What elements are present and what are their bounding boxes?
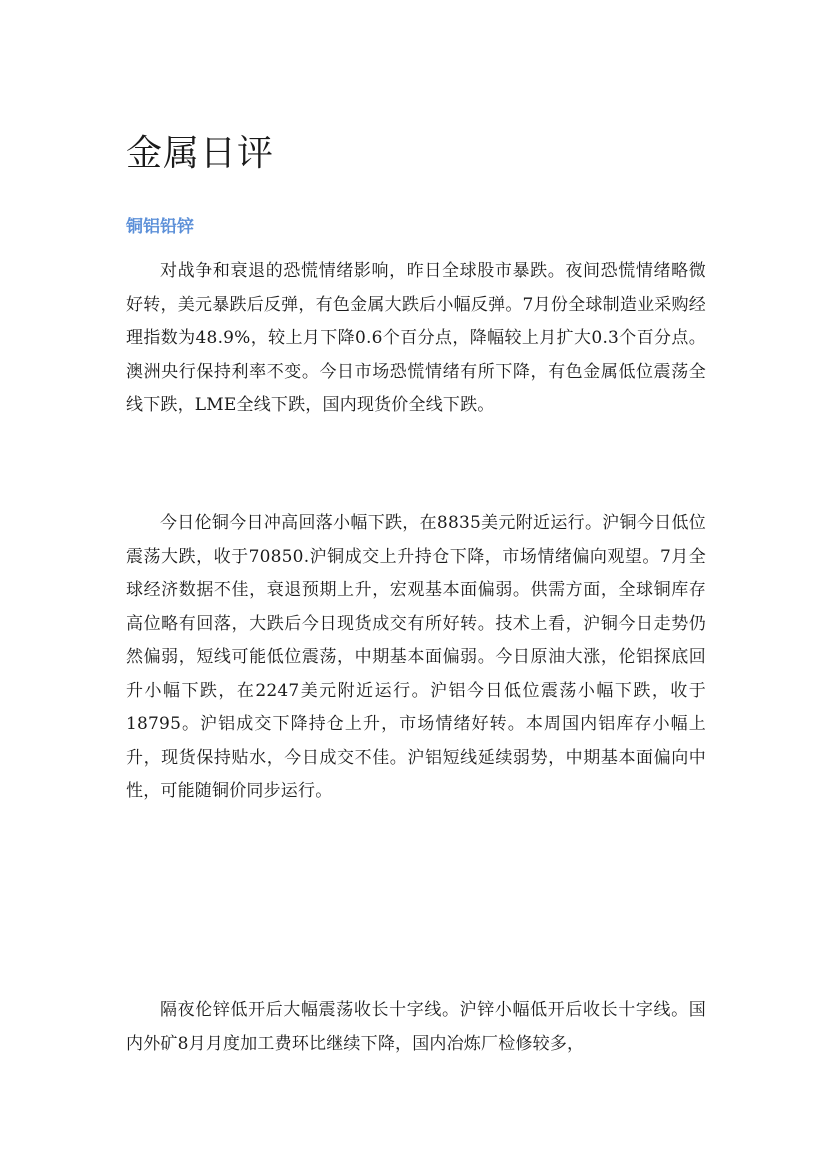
paragraph-market-overview: 对战争和衰退的恐慌情绪影响，昨日全球股市暴跌。夜间恐慌情绪略微好转，美元暴跌后反弹，有色金属大跌后小幅反弹。7月份全球制造业采购经理指数为48.9%，较上月下降0.6个百分点，降幅较上月扩大0.3个百分点。澳洲央行保持利率不变。今日市场恐慌情绪有所下降，有色金属低位震荡全线下跌，LME全线下跌，国内现货价全线下跌。 [126,261,706,415]
paragraph-copper-aluminum: 今日伦铜今日冲高回落小幅下跌，在8835美元附近运行。沪铜今日低位震荡大跌，收于70850.沪铜成交上升持仓下降，市场情绪偏向观望。7月全球经济数据不佳，衰退预期上升，宏观基本面偏弱。供需方面，全球铜库存高位略有回落，大跌后今日现货成交有所好转。技术上看，沪铜今日走势仍然偏弱，短线可能低位震荡，中期基本面偏弱。今日原油大涨，伦铝探底回升小幅下跌，在2247美元附近运行。沪铝今日低位震荡小幅下跌，收于18795。沪铝成交下降持仓上升，市场情绪好转。本周国内铝库存小幅上升，现货保持贴水，今日成交不佳。沪铝短线延续弱势，中期基本面偏向中性，可能随铜价同步运行。 [126,513,706,801]
paragraph-block-1 [126,255,706,423]
paragraph-zinc: 隔夜伦锌低开后大幅震荡收长十字线。沪锌小幅低开后收长十字线。国内外矿8月月度加工费环比继续下降，国内冶炼厂检修较多， [126,1000,706,1054]
paragraph-block-2 [126,507,706,809]
section-heading-copper-aluminum-lead-zinc: 铜铝铅锌 [126,217,194,237]
document-title: 金属日评 [126,133,275,174]
paragraph-block-3 [126,994,706,1061]
